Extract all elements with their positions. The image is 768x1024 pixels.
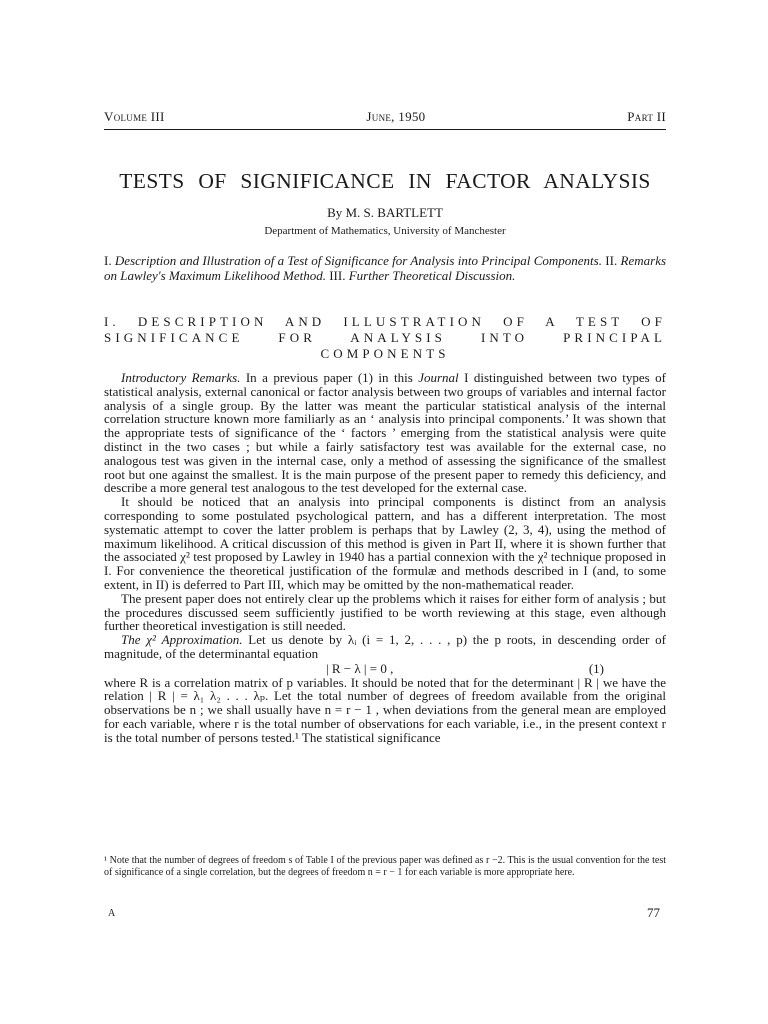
equation-1 <box>104 662 666 676</box>
contents-iii-number: III. <box>329 268 346 283</box>
paragraph-lead: Introductory Remarks. <box>121 370 241 385</box>
contents-i-number: I. <box>104 253 112 268</box>
author-affiliation: Department of Mathematics, University of Manchester <box>264 225 506 237</box>
paragraph: It should be noticed that an analysis into principal components is distinct from an analysis corresponding to some postulated psychological pattern, and has a different interpretation. The most systematic attempt to cover the latter problem is perhaps that by Lawley (2, 3, 4), using the method of maximum likelihood. A critical discussion of this method is given in Part II, where it is shown further that the associated χ² test proposed by Lawley in 1940 has a partial connexion with the χ² technique proposed in I. For convenience the theoretical justification of the formulæ and methods described in I (and, to some extent, in II) is deferred to Part III, which may be omitted by the non-mathematical reader. <box>104 494 666 592</box>
running-head <box>104 109 666 125</box>
author-byline: By M. S. BARTLETT <box>327 205 443 220</box>
header-rule <box>104 129 666 130</box>
signature-mark: A <box>108 908 116 919</box>
equation-expression: | R − λ | = 0 , <box>326 660 394 676</box>
article-title: TESTS OF SIGNIFICANCE IN FACTOR ANALYSIS <box>119 169 651 193</box>
contents-summary <box>104 253 666 283</box>
paragraph-text: Let us denote by λᵢ (i = 1, 2, . . . , p) the p roots, in descending order of magnitude, of the determinantal equation <box>104 632 667 661</box>
issue-date: June, 1950 <box>366 109 426 124</box>
paragraph <box>104 633 666 661</box>
section-heading: I. DESCRIPTION AND ILLUSTRATION OF A TEST OF SIGNIFICANCE FOR ANALYSIS INTO PRINCIPAL COMPONENTS <box>104 314 666 361</box>
paragraph-lead: The χ² Approximation. <box>121 632 243 648</box>
equation-number: (1) <box>588 660 604 676</box>
contents-iii-text: Further Theoretical Discussion. <box>348 268 516 283</box>
contents-ii-text: Remarks on Lawley's Maximum Likelihood Method. <box>104 253 667 283</box>
part-label: Part II <box>627 109 666 124</box>
contents-ii-number: II. <box>605 253 618 268</box>
paragraph: where R is a correlation matrix of p variables. It should be noted that for the determinant | R | we have the relation | R | = λ₁ λ₂ . . . λₚ. Let the total number of degrees of freedom available from the original observations be n ; we shall usually have n = r − 1 , when deviations from the general mean are employed for each variable, where r is the total number of observations for each variable, i.e., in the present context r is the total number of persons tested.¹ The statistical significance <box>104 674 666 745</box>
volume-label: Volume III <box>104 109 165 124</box>
paragraph-text: I distinguished between two types of statistical analysis, external canonical or factor analysis between two groups of variables and internal factor analysis of a single group. By the latter was meant the particular statistical analysis of the internal correlation structure known more familiarly as an ‘ analysis into principal components.’ It was shown that the appropriate tests of significance of the ‘ factors ’ emerging from the statistical analysis were quite distinct in the two cases ; but while a fairly satisfactory test was available for the external case, no analogous test was given in the internal case, only a method of assessing the significance of the smallest root but one against the smallest. It is the main purpose of the present paper to remedy this deficiency, and describe a more general test analogous to the test developed for the external case. <box>104 370 666 496</box>
paragraph <box>104 371 666 495</box>
footnote: ¹ Note that the number of degrees of freedom s of Table I of the previous paper was defined as r −2. This is the usual convention for the test of significance of a single correlation, but the degrees of freedom n = r − 1 for each variable is more appropriate here. <box>104 855 666 878</box>
contents-i-text: Description and Illustration of a Test of Significance for Analysis into Principal Components. <box>114 253 602 268</box>
journal-reference: Journal <box>418 370 459 385</box>
paragraph-text: In a previous paper (1) in this <box>245 370 413 385</box>
paragraph: The present paper does not entirely clear up the problems which it raises for either form of analysis ; but the procedures discussed seem sufficiently justified to be worth reviewing at this stage, even although further theoretical investigation is still needed. <box>104 590 666 634</box>
article-body <box>104 371 666 745</box>
page-number: 77 <box>647 905 660 920</box>
